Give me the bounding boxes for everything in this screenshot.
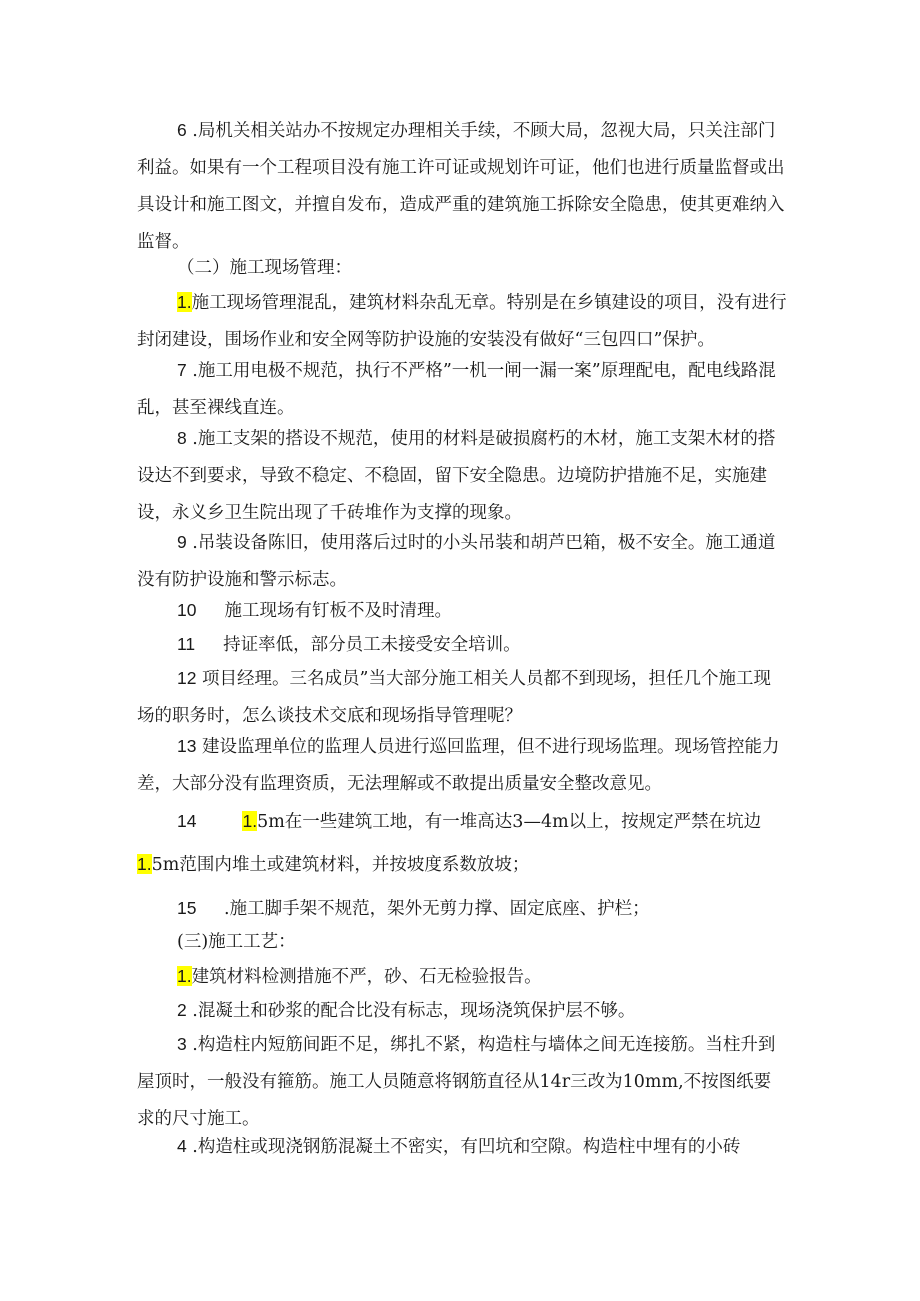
paragraph-text: .吊装设备陈旧，使用落后过时的小头吊装和胡芦巴箱，极不安全。施工通道没有防护设施和警示标志。 <box>137 533 776 590</box>
paragraph-text: .局机关相关站办不按规定办理相关手续，不顾大局，忽视大局，只关注部门利益。如果有一个工程项目没有施工许可证或规划许可证，他们也进行质量监督或出具设计和施工图文，并擅自发布，造成严重的建筑施工拆除安全隐患，使其更难纳入监督。 <box>137 121 785 252</box>
paragraph-8 <box>137 420 787 532</box>
highlighted-number: 1. <box>137 854 152 874</box>
item-number: 10 <box>177 600 197 620</box>
item-number: 12 <box>177 668 197 688</box>
paragraph-text: 项目经理。三名成员”当大部分施工相关人员都不到现场，担任几个施工现场的职务时，怎么谈技术交底和现场指导管理呢？ <box>137 669 771 726</box>
paragraph-11 <box>137 626 787 664</box>
paragraph-text: 施工现场有钉板不及时清理。 <box>224 601 452 621</box>
highlighted-number: 1. <box>177 292 192 312</box>
highlighted-number: 1. <box>177 966 192 986</box>
paragraph-7 <box>137 352 787 427</box>
item-number: 4 <box>177 1136 187 1156</box>
section-heading-3: (三)施工工艺： <box>177 932 296 952</box>
paragraph-text: .混凝土和砂浆的配合比没有标志，现场浇筑保护层不够。 <box>186 1001 636 1021</box>
paragraph-text: 5m在一些建筑工地，有一堆高达3—4m以上，按规定严禁在坑边 <box>257 812 762 832</box>
item-number: 3 <box>177 1034 187 1054</box>
paragraph-q4 <box>137 1128 787 1166</box>
paragraph-6 <box>137 112 787 261</box>
paragraph-text: 施工现场管理混乱，建筑材料杂乱无章。特别是在乡镇建设的项目，没有进行封闭建设，围场作业和安全网等防护设施的安装没有做好“三包四口”保护。 <box>137 293 787 350</box>
paragraph-text: 5m范围内堆土或建筑材料，并按坡度系数放坡； <box>151 855 530 875</box>
item-number: 15 <box>177 898 197 918</box>
section-heading-2: （二）施工现场管理： <box>177 258 352 278</box>
paragraph-text: 持证率低，部分员工未接受安全培训。 <box>223 635 521 655</box>
paragraph-9 <box>137 524 787 599</box>
paragraph-text: .施工脚手架不规范，架外无剪力撑、固定底座、护栏； <box>218 899 650 919</box>
paragraph-q3 <box>137 1026 787 1138</box>
item-number: 6 <box>177 120 187 140</box>
paragraph-10 <box>137 592 787 630</box>
item-number: 2 <box>177 1000 187 1020</box>
item-number: 8 <box>177 428 187 448</box>
paragraph-text: .构造柱内短筋间距不足，绑扎不紧，构造柱与墙体之间无连接筋。当柱升到屋顶时，一般没有箍筋。施工人员随意将钢筋直径从14r三改为10mm,不按图纸要求的尺寸施工。 <box>137 1035 776 1129</box>
paragraph-text: .施工支架的搭设不规范，使用的材料是破损腐朽的木材，施工支架木材的搭设达不到要求，导致不稳定、不稳固，留下安全隐患。边境防护措施不足，实施建设，永义乡卫生院出现了千砖堆作为支撑的现象。 <box>137 429 776 523</box>
paragraph-text: 建设监理单位的监理人员进行巡回监理，但不进行现场监理。现场管控能力差，大部分没有监理资质，无法理解或不敢提出质量安全整改意见。 <box>137 737 780 794</box>
paragraph-13 <box>137 728 787 803</box>
highlighted-number: 1. <box>242 811 258 831</box>
paragraph-q2 <box>137 992 787 1030</box>
item-number: 13 <box>177 736 197 756</box>
paragraph-text: 建筑材料检测措施不严，砂、石无检验报告。 <box>191 967 542 987</box>
paragraph-text: .施工用电极不规范，执行不严格”一机一闸一漏一案”原理配电，配电线路混乱，甚至裸线直连。 <box>137 361 776 418</box>
paragraph-q1 <box>137 958 787 996</box>
item-number: 14 <box>177 811 197 831</box>
paragraph-12 <box>137 660 787 735</box>
item-number: 7 <box>177 360 187 380</box>
paragraph-text: .构造柱或现浇钢筋混凝土不密实，有凹坑和空隙。构造柱中埋有的小砖 <box>186 1137 741 1157</box>
item-number: 11 <box>177 634 196 654</box>
paragraph-14 <box>137 800 787 886</box>
paragraph-15 <box>137 890 787 928</box>
item-number: 9 <box>177 532 187 552</box>
paragraph-1 <box>137 284 787 359</box>
